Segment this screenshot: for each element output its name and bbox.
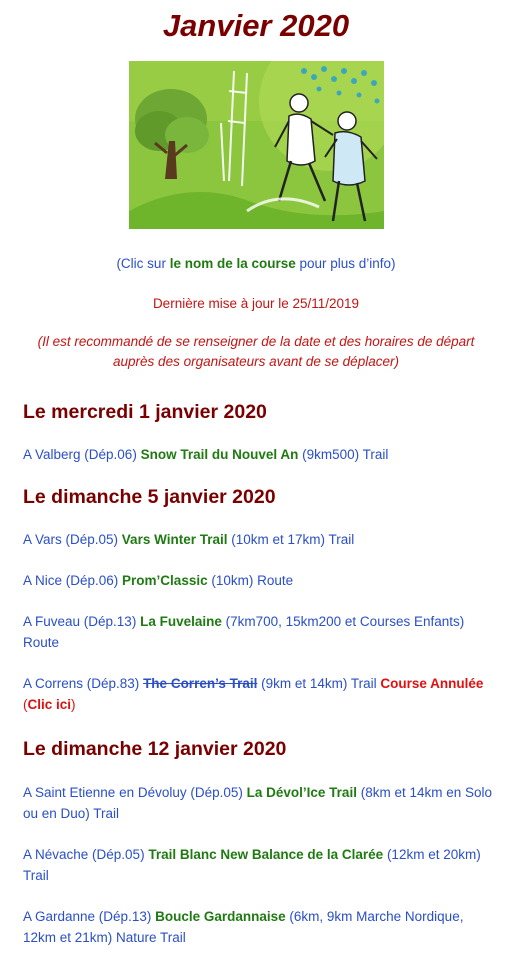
race-details: (10km et 17km) Trail [227, 532, 355, 547]
race-location: A Vars (Dép.05) [23, 532, 122, 547]
race-details: (9km500) Trail [298, 447, 389, 462]
race-link[interactable]: Vars Winter Trail [121, 532, 228, 547]
race-link[interactable]: Boucle Gardannaise [155, 909, 286, 924]
race-item [0, 906, 512, 948]
race-details: (9km et 14km) Trail [257, 676, 381, 691]
race-item [0, 844, 512, 886]
race-location: A Correns (Dép.83) [23, 676, 144, 691]
race-item [0, 611, 512, 653]
last-updated: Dernière mise à jour le 25/11/2019 [152, 296, 360, 311]
status-paren-open: ( [23, 697, 28, 712]
intro-note [0, 254, 512, 274]
race-link[interactable]: La Fuvelaine [140, 614, 222, 629]
intro-prefix: (Clic sur [116, 256, 170, 271]
race-location: A Nice (Dép.06) [23, 573, 123, 588]
race-details: (12km et 20km) Trail [23, 847, 481, 883]
race-details: (10km) Route [207, 573, 294, 588]
race-link[interactable]: La Dévol’Ice Trail [246, 785, 357, 800]
race-item [0, 529, 512, 550]
race-link[interactable]: Trail Blanc New Balance de la Clarée [148, 847, 384, 862]
race-link[interactable]: Prom’Classic [122, 573, 208, 588]
race-details: (8km et 14km en Solo ou en Duo) Trail [23, 785, 493, 821]
advice-note: (Il est recommandé de se renseigner de la date et des horaires de départ auprès des organisateurs avant de se déplacer) [37, 334, 475, 369]
race-item [0, 570, 512, 591]
race-details: (7km700, 15km200 et Courses Enfants) Route [23, 614, 465, 650]
cancelled-status: Course Annulée [380, 676, 484, 691]
race-location: A Gardanne (Dép.13) [23, 909, 156, 924]
race-link[interactable]: The Corren’s Trail [143, 676, 258, 691]
race-location: A Fuveau (Dép.13) [23, 614, 141, 629]
day-heading: Le mercredi 1 janvier 2020 [23, 401, 267, 423]
race-details: (6km, 9km Marche Nordique, 12km et 21km) Nature Trail [23, 909, 464, 945]
race-item [0, 444, 512, 465]
race-location: A Névache (Dép.05) [23, 847, 149, 862]
intro-bold: le nom de la course [169, 256, 296, 271]
race-location: A Saint Etienne en Dévoluy (Dép.05) [23, 785, 247, 800]
race-item [0, 782, 512, 824]
intro-suffix: pour plus d’info) [295, 256, 396, 271]
race-item [0, 673, 512, 715]
day-heading: Le dimanche 12 janvier 2020 [23, 738, 287, 760]
day-heading: Le dimanche 5 janvier 2020 [23, 486, 276, 508]
page-title: Janvier 2020 [162, 8, 350, 43]
status-paren-close: ) [71, 697, 76, 712]
race-link[interactable]: Snow Trail du Nouvel An [140, 447, 299, 462]
info-link[interactable]: Clic ici [27, 697, 72, 712]
race-location: A Valberg (Dép.06) [23, 447, 141, 462]
running-illustration [129, 61, 384, 229]
